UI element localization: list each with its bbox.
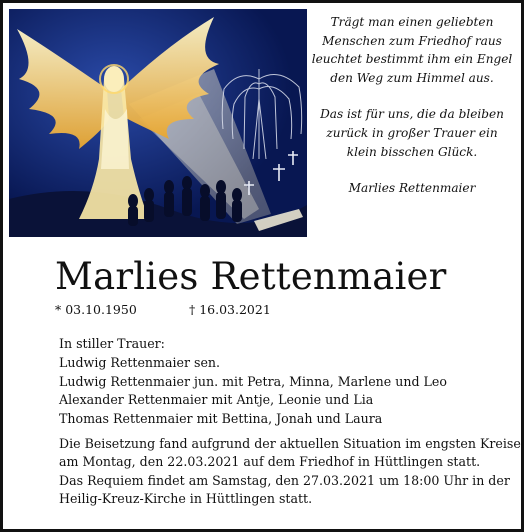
poem-line: Das ist für uns, die da bleiben xyxy=(320,107,504,122)
mourner-line: Ludwig Rettenmaier sen. xyxy=(59,355,221,371)
notice-line: am Montag, den 22.03.2021 auf dem Friedhof in Hüttlingen statt. xyxy=(59,454,481,470)
mourning-heading: In stiller Trauer: xyxy=(59,336,165,351)
angel-painting xyxy=(9,9,307,237)
poem-line: zurück in großer Trauer ein xyxy=(326,125,498,140)
notice-line: Heilig-Kreuz-Kirche in Hüttlingen statt. xyxy=(59,491,313,507)
mourners-list xyxy=(59,354,509,428)
obituary-body xyxy=(59,335,521,509)
notice-line: Das Requiem findet am Samstag, den 27.03.2021 um 18:00 Uhr in der xyxy=(59,472,510,488)
funeral-notice xyxy=(59,435,521,509)
mourner-line: Thomas Rettenmaier mit Bettina, Jonah und Laura xyxy=(59,410,383,426)
poem-line: den Weg zum Himmel aus. xyxy=(330,70,494,85)
mourner-line: Alexander Rettenmaier mit Antje, Leonie und Lia xyxy=(59,392,374,408)
poem-stanza-1 xyxy=(307,13,517,87)
birth-date: * 03.10.1950 xyxy=(55,302,137,317)
poem-stanza-2 xyxy=(307,105,517,161)
mourner-line: Ludwig Rettenmaier jun. mit Petra, Minna, Marlene und Leo xyxy=(59,373,447,389)
poem xyxy=(307,13,517,223)
death-date: † 16.03.2021 xyxy=(189,302,271,317)
poem-line: Trägt man einen geliebten xyxy=(330,15,494,29)
poem-line: klein bisschen Glück. xyxy=(346,144,478,159)
notice-line: Die Beisetzung fand aufgrund der aktuellen Situation im engsten Kreise xyxy=(59,436,521,452)
deceased-name: Marlies Rettenmaier xyxy=(55,255,447,298)
poem-line: Menschen zum Friedhof raus xyxy=(322,33,502,48)
poem-line: leuchtet bestimmt ihm ein Engel xyxy=(311,52,513,67)
poem-signature: Marlies Rettenmaier xyxy=(348,181,476,196)
